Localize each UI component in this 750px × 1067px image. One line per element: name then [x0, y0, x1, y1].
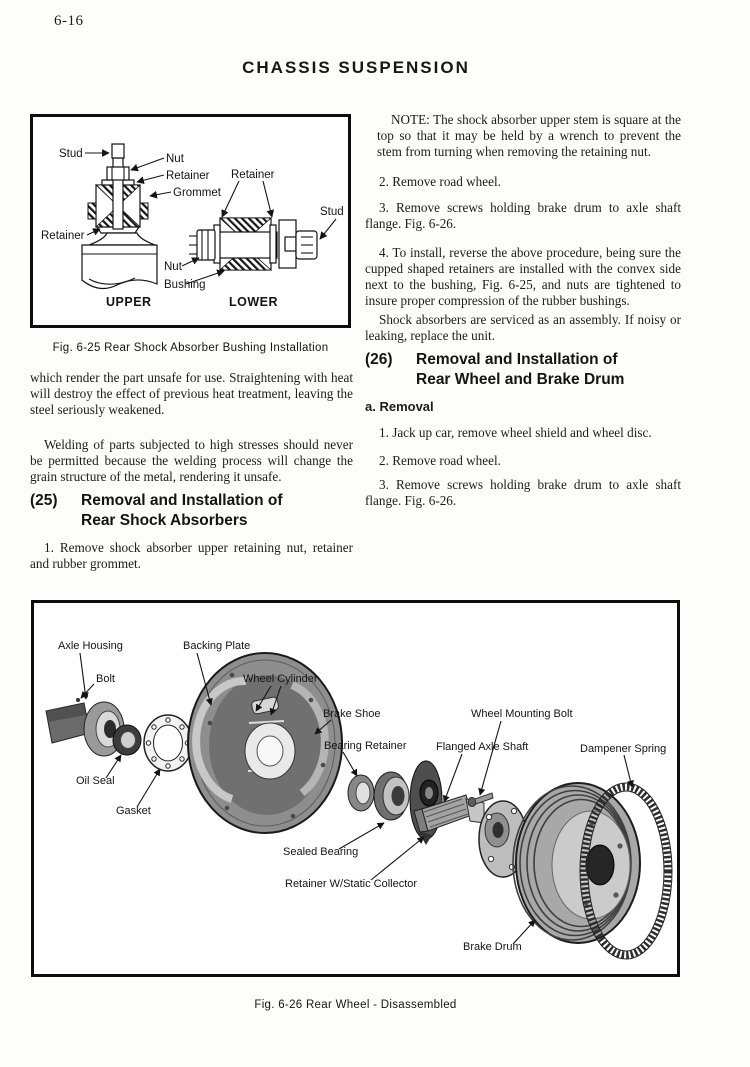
lower-bushing-diagram: [189, 218, 317, 270]
label-retainer-static-collector: Retainer W/Static Collector: [285, 878, 418, 890]
figure-6-25-drawing: [33, 117, 348, 325]
figure-6-25: [30, 114, 351, 328]
label-sealed-bearing: Sealed Bearing: [283, 846, 359, 858]
figure-6-25-labels: [41, 148, 344, 309]
section-26-title: Removal and Installation of Rear Wheel and Brake Drum: [416, 351, 625, 388]
bearing-retainer-part: [348, 775, 374, 811]
step-26-3: 3. Remove screws holding brake drum to axle shaft flange. Fig. 6-26.: [365, 477, 681, 508]
left-column: [30, 370, 353, 572]
figure-6-26: [31, 600, 680, 977]
label-nut-lower: Nut: [164, 261, 182, 273]
label-wheel-cylinder: Wheel Cylinder: [243, 673, 318, 685]
label-oil-seal: Oil Seal: [76, 775, 115, 787]
step-26-2: 2. Remove road wheel.: [379, 453, 501, 468]
label-retainer-lower: Retainer: [231, 169, 275, 181]
step-25-4: 4. To install, reverse the above procedure, being sure the cupped shaped retainers are installed with the convex side next to the bushing, Fig. 6-25, and nuts are tightened to insure proper compression of the rubber bushings.: [365, 245, 681, 308]
sealed-bearing-part: [374, 772, 409, 820]
axle-housing-part: [46, 694, 124, 756]
figure-6-26-drawing: [34, 603, 677, 974]
label-backing-plate: Backing Plate: [183, 640, 251, 652]
figure-6-26-caption: Fig. 6-26 Rear Wheel - Disassembled: [254, 999, 457, 1011]
note-paragraph: NOTE: The shock absorber upper stem is square at the top so that it may be held by a wrench to prevent the stem from turning when removing the retaining nut.: [377, 112, 681, 159]
step-25-2: 2. Remove road wheel.: [379, 174, 501, 189]
section-26-heading: [365, 350, 681, 390]
label-grommet: Grommet: [173, 187, 221, 199]
label-brake-shoe: Brake Shoe: [323, 708, 381, 720]
label-retainer-left: Retainer: [41, 230, 85, 242]
section-25-number: (25): [30, 492, 58, 509]
section-25-heading: [30, 491, 353, 531]
label-axle-housing: Axle Housing: [58, 640, 123, 652]
upper-bushing-diagram: [82, 144, 157, 288]
right-column: [365, 112, 681, 509]
label-bolt: Bolt: [96, 673, 115, 685]
label-flanged-axle-shaft: Flanged Axle Shaft: [436, 741, 529, 753]
label-bushing: Bushing: [164, 279, 206, 291]
paragraph-assembly: Shock absorbers are serviced as an assembly. If noisy or leaking, replace the unit.: [365, 312, 681, 343]
label-retainer-right: Retainer: [166, 170, 210, 182]
label-upper: UPPER: [106, 295, 152, 309]
page-number: 6-16: [54, 13, 84, 29]
step-25-1: 1. Remove shock absorber upper retaining nut, retainer and rubber grommet.: [30, 540, 353, 571]
retainer-static-collector-part: [410, 761, 442, 845]
page-title: CHASSIS SUSPENSION: [242, 58, 470, 77]
section-25-title: Removal and Installation of Rear Shock Absorbers: [81, 492, 283, 529]
label-dampener-spring: Dampener Spring: [580, 743, 667, 755]
oil-seal-part: [113, 725, 141, 755]
label-lower: LOWER: [229, 295, 279, 309]
label-stud-upper: Stud: [59, 148, 83, 160]
label-stud-lower: Stud: [320, 206, 344, 218]
paragraph-welding: Welding of parts subjected to high stresses should never be permitted because the welding process will change the grain structure of the metal, rendering it unsafe.: [30, 437, 353, 484]
section-26-number: (26): [365, 351, 393, 368]
brake-drum-part: [513, 783, 640, 943]
gasket-part: [144, 715, 192, 771]
step-26-1: 1. Jack up car, remove wheel shield and wheel disc.: [379, 425, 652, 440]
label-wheel-mounting-bolt: Wheel Mounting Bolt: [471, 708, 573, 720]
label-bearing-retainer: Bearing Retainer: [324, 740, 407, 752]
label-brake-drum: Brake Drum: [463, 941, 522, 953]
label-gasket: Gasket: [116, 805, 151, 817]
step-25-3: 3. Remove screws holding brake drum to axle shaft flange. Fig. 6-26.: [365, 200, 681, 231]
subsection-a-removal: a. Removal: [365, 399, 434, 414]
figure-6-25-caption: Fig. 6-25 Rear Shock Absorber Bushing Installation: [52, 342, 329, 354]
label-nut-upper: Nut: [166, 153, 184, 165]
paragraph-straightening: which render the part unsafe for use. Straightening with heat will destroy the effect of previous heat treatment, leaving the steel seriously weakened.: [30, 370, 353, 417]
